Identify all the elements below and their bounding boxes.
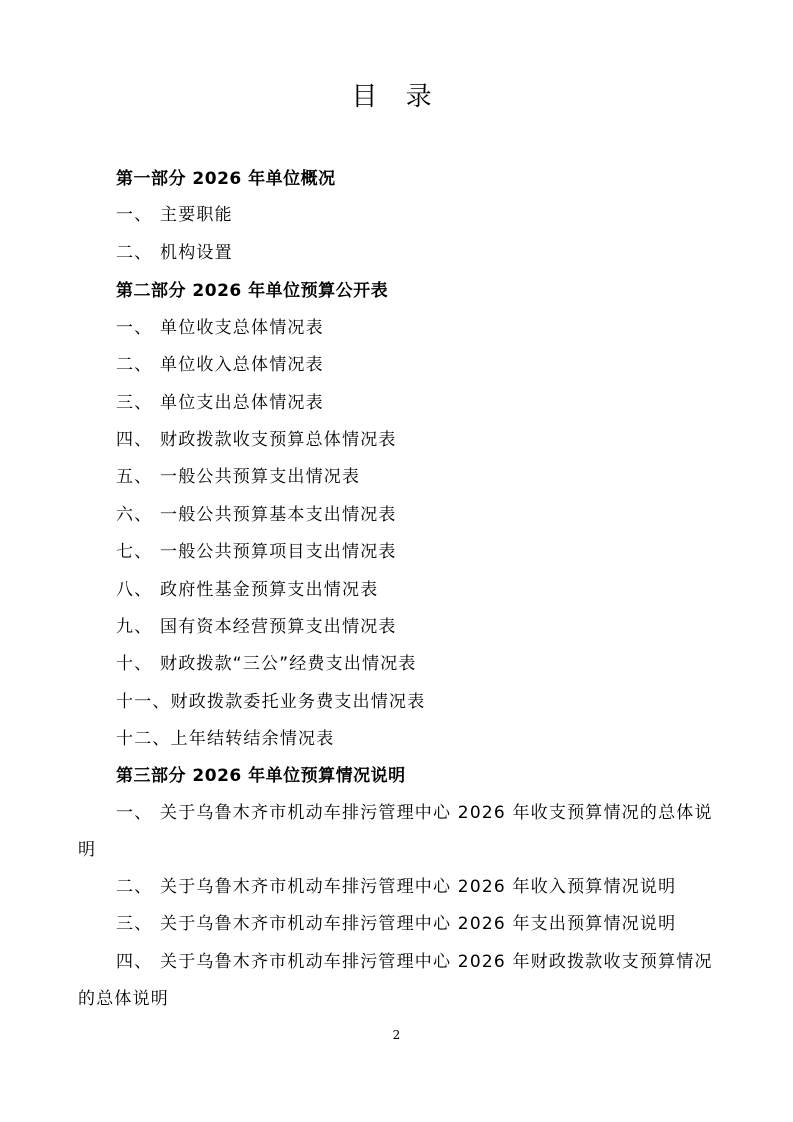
toc-item-text: 单位支出总体情况表 bbox=[160, 393, 324, 413]
toc-item-text: 机构设置 bbox=[160, 243, 233, 263]
toc-item bbox=[116, 503, 716, 527]
toc-item bbox=[116, 353, 716, 377]
toc-item bbox=[116, 652, 716, 676]
toc-item-continuation: 的总体说明 bbox=[78, 989, 169, 1009]
toc-item bbox=[116, 391, 716, 415]
toc-item-text: 国有资本经营预算支出情况表 bbox=[160, 617, 397, 637]
toc-item-number: 二、 bbox=[116, 355, 153, 375]
toc-item-number: 一、 bbox=[116, 205, 153, 225]
toc-item-number: 一、 bbox=[116, 318, 153, 338]
toc-item-number: 七、 bbox=[116, 542, 153, 562]
toc-item bbox=[116, 801, 716, 825]
part1-heading: 第一部分 2026 年单位概况 bbox=[116, 169, 336, 189]
toc-item bbox=[116, 727, 716, 751]
toc-item-number: 五、 bbox=[116, 467, 153, 487]
toc-item-number: 四、 bbox=[116, 952, 153, 972]
toc-item-number: 四、 bbox=[116, 430, 153, 450]
toc-item-text: 单位收支总体情况表 bbox=[160, 318, 324, 338]
toc-item bbox=[116, 465, 716, 489]
toc-item bbox=[116, 428, 716, 452]
toc-item-text: 一般公共预算项目支出情况表 bbox=[160, 542, 397, 562]
toc-item-text: 财政拨款“三公”经费支出情况表 bbox=[160, 654, 417, 674]
toc-item bbox=[116, 615, 716, 639]
toc-item-text: 关于乌鲁木齐市机动车排污管理中心 2026 年财政拨款收支预算情况 bbox=[160, 952, 713, 972]
page-title: 目 录 bbox=[351, 82, 442, 112]
toc-item-number: 十一、 bbox=[116, 692, 171, 712]
part2-heading: 第二部分 2026 年单位预算公开表 bbox=[116, 281, 389, 301]
toc-item-continuation: 明 bbox=[78, 840, 97, 860]
toc-item bbox=[116, 316, 716, 340]
toc-item-number: 八、 bbox=[116, 580, 153, 600]
toc-item-text: 单位收入总体情况表 bbox=[160, 355, 324, 375]
toc-item-text: 政府性基金预算支出情况表 bbox=[160, 580, 379, 600]
toc-item-text: 财政拨款委托业务费支出情况表 bbox=[170, 692, 426, 712]
toc-item-number: 六、 bbox=[116, 505, 153, 525]
toc-item-number: 一、 bbox=[116, 803, 153, 823]
toc-item-text: 主要职能 bbox=[160, 205, 233, 225]
toc-item bbox=[116, 950, 716, 974]
toc-item-text: 关于乌鲁木齐市机动车排污管理中心 2026 年支出预算情况说明 bbox=[160, 914, 677, 934]
toc-item bbox=[116, 690, 716, 714]
toc-item-text: 关于乌鲁木齐市机动车排污管理中心 2026 年收支预算情况的总体说 bbox=[160, 803, 713, 823]
page-number: 2 bbox=[392, 1028, 401, 1042]
toc-item-text: 关于乌鲁木齐市机动车排污管理中心 2026 年收入预算情况说明 bbox=[160, 877, 677, 897]
toc-item-number: 三、 bbox=[116, 914, 153, 934]
toc-item bbox=[116, 578, 716, 602]
toc-item-text: 上年结转结余情况表 bbox=[170, 729, 335, 749]
toc-item bbox=[116, 540, 716, 564]
toc-item bbox=[116, 203, 716, 227]
toc-item-number: 二、 bbox=[116, 877, 153, 897]
toc-item bbox=[116, 912, 716, 936]
toc-item bbox=[116, 875, 716, 899]
part3-heading: 第三部分 2026 年单位预算情况说明 bbox=[116, 766, 406, 786]
toc-item-number: 九、 bbox=[116, 617, 153, 637]
toc-item-number: 十、 bbox=[116, 654, 153, 674]
toc-item-number: 二、 bbox=[116, 243, 153, 263]
toc-item-text: 一般公共预算基本支出情况表 bbox=[160, 505, 397, 525]
toc-item-text: 一般公共预算支出情况表 bbox=[160, 467, 361, 487]
toc-item bbox=[116, 241, 716, 265]
toc-item-number: 十二、 bbox=[116, 729, 171, 749]
toc-item-number: 三、 bbox=[116, 393, 153, 413]
toc-item-text: 财政拨款收支预算总体情况表 bbox=[160, 430, 397, 450]
